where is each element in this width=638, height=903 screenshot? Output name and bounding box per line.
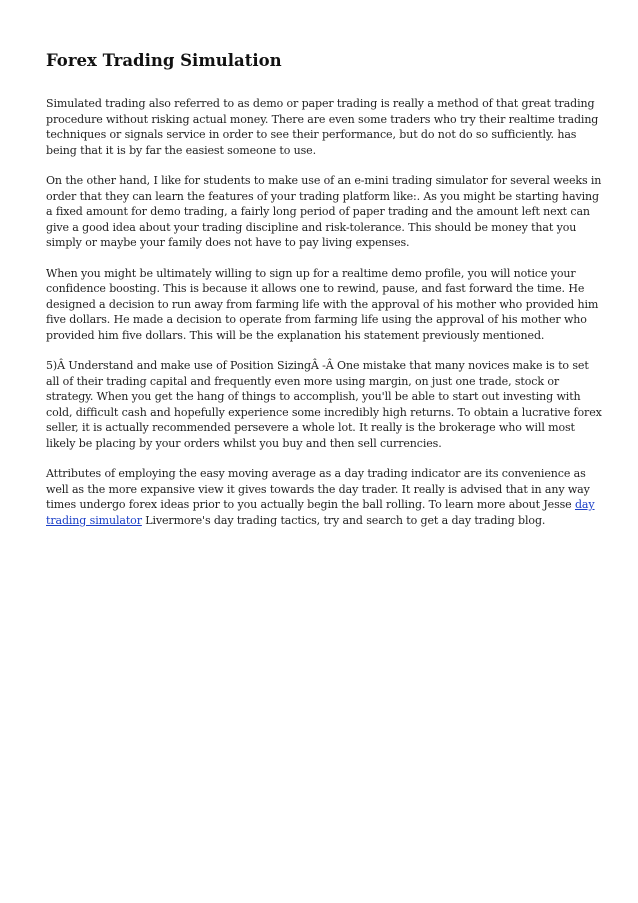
paragraph-line: all of their trading capital and frequently even more using margin, on just one trade, stock or xyxy=(46,374,560,388)
paragraph-line: 5)Â Understand and make use of Position SizingÂ -Â One mistake that many novices make is to set xyxy=(46,359,589,372)
day-trading-simulator-link-part1[interactable]: day xyxy=(574,498,595,511)
paragraph-line-with-link xyxy=(46,497,595,513)
document-page xyxy=(46,50,602,543)
document-title: Forex Trading Simulation xyxy=(46,51,282,70)
day-trading-simulator-link-part2[interactable]: trading simulator xyxy=(46,513,142,527)
paragraph-4 xyxy=(46,358,602,451)
paragraph-line: five dollars. He made a decision to operate from farming life using the approval of his mother who xyxy=(46,313,587,326)
paragraph-line: Simulated trading also referred to as demo or paper trading is really a method of that great trading xyxy=(46,97,595,110)
paragraph-line: techniques or signals service in order to see their performance, but do not do so sufficiently. has xyxy=(46,128,577,141)
paragraph-line: designed a decision to run away from farming life with the approval of his mother who provided him xyxy=(46,297,599,311)
paragraph-line: give a good idea about your trading discipline and risk-tolerance. This should be money that you xyxy=(46,220,577,234)
paragraph-line: strategy. When you get the hang of things to accomplish, you'll be able to start out investing with xyxy=(46,390,581,403)
paragraph-line: procedure without risking actual money. There are even some traders who try their realtime trading xyxy=(46,112,599,126)
paragraph-line: seller, it is actually recommended persevere a whole lot. It really is the brokerage who will most xyxy=(46,421,575,434)
paragraph-line: likely be placing by your orders whilst you buy and then sell currencies. xyxy=(46,436,442,450)
paragraph-line: confidence boosting. This is because it allows one to rewind, pause, and fast forward the time. He xyxy=(46,282,585,295)
text-after-link: Livermore's day trading tactics, try and search to get a day trading blog. xyxy=(141,513,546,527)
text-before-link: times undergo forex ideas prior to you actually begin the ball rolling. To learn more about Jesse xyxy=(46,498,575,511)
paragraph-line: cold, difficult cash and hopefully experience some incredibly high returns. To obtain a lucrative forex xyxy=(46,405,602,419)
paragraph-2 xyxy=(46,173,602,251)
paragraph-line: being that it is by far the easiest someone to use. xyxy=(46,143,316,157)
paragraph-line: On the other hand, I like for students to make use of an e-mini trading simulator for several weeks in xyxy=(46,174,602,187)
paragraph-line-with-link xyxy=(46,513,595,529)
paragraph-line: provided him five dollars. This will be the explanation his statement previously mentioned. xyxy=(46,328,545,342)
paragraph-5 xyxy=(46,466,595,528)
paragraph-line: order that they can learn the features of your trading platform like:. As you might be starting having xyxy=(46,189,599,203)
paragraph-line: simply or maybe your family does not have to pay living expenses. xyxy=(46,236,410,249)
paragraph-line: a fixed amount for demo trading, a fairly long period of paper trading and the amount left next can xyxy=(46,205,590,218)
paragraph-line: When you might be ultimately willing to sign up for a realtime demo profile, you will notice your xyxy=(46,266,576,280)
paragraph-3 xyxy=(46,266,599,344)
paragraph-line: Attributes of employing the easy moving average as a day trading indicator are its convenience as xyxy=(46,467,586,480)
paragraph-1 xyxy=(46,96,599,158)
paragraph-line: well as the more expansive view it gives towards the day trader. It really is advised that in any way xyxy=(46,482,590,496)
